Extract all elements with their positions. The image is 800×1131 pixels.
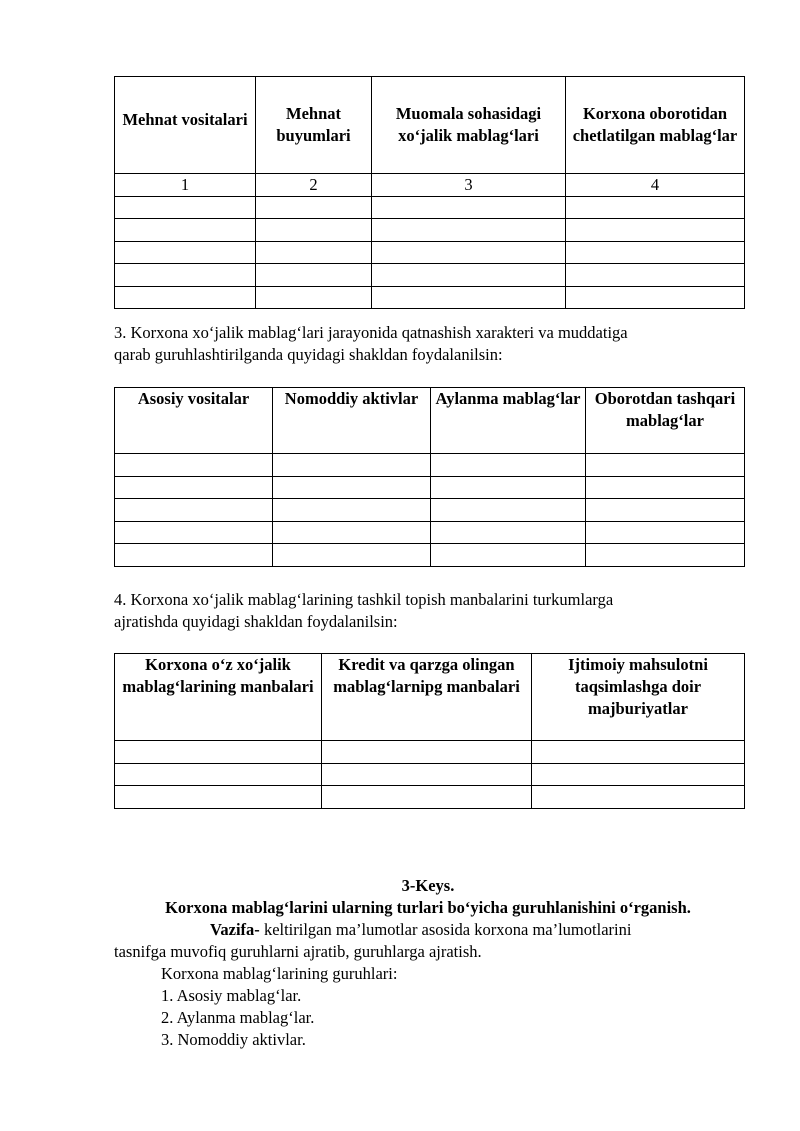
table-cell (115, 521, 273, 544)
table-cell (115, 476, 273, 499)
table-cell (115, 763, 322, 786)
table-cell (566, 219, 745, 242)
table-row (115, 544, 745, 567)
table-cell (273, 499, 431, 522)
table-cell (586, 454, 745, 477)
table-1-header-cell: Mehnat buyumlari (256, 77, 372, 174)
column-number: 3 (372, 174, 566, 197)
table-row (115, 286, 745, 309)
table-cell (273, 521, 431, 544)
task-text-line-2: tasnifga muvofiq guruhlarni ajratib, guruhlarga ajratish. (114, 942, 482, 961)
table-row (115, 264, 745, 287)
task-label: Vazifa- (210, 920, 260, 939)
table-cell (273, 544, 431, 567)
paragraph-4 (114, 589, 613, 633)
table-2-header-cell: Asosiy vositalar (115, 388, 273, 454)
table-cell (273, 476, 431, 499)
table-1 (114, 76, 745, 309)
table-cell (273, 454, 431, 477)
table-cell (115, 544, 273, 567)
table-cell (372, 286, 566, 309)
table-1-header-cell: Korxona oborotidan chetlatilgan mablag‘lar (566, 77, 745, 174)
paragraph-3-line-2: qarab guruhlashtirilganda quyidagi shakldan foydalanilsin: (114, 345, 503, 364)
table-2-header-cell: Nomoddiy aktivlar (273, 388, 431, 454)
table-cell (586, 544, 745, 567)
table-2-header-cell: Aylanma mablag‘lar (431, 388, 586, 454)
table-cell (431, 476, 586, 499)
list-item: 2. Aylanma mablag‘lar. (161, 1008, 315, 1027)
table-2-header-row (115, 388, 745, 454)
case-title: 3-Keys. (401, 876, 455, 895)
table-cell (431, 521, 586, 544)
table-2-header-cell: Oborotdan tashqari mablag‘lar (586, 388, 745, 454)
task-paragraph (114, 919, 631, 963)
table-cell (372, 196, 566, 219)
table-cell (586, 476, 745, 499)
paragraph-4-line-1: 4. Korxona xo‘jalik mablag‘larining tashkil topish manbalarini turkumlarga (114, 590, 614, 609)
table-cell (115, 499, 273, 522)
table-cell (566, 196, 745, 219)
table-cell (532, 741, 745, 764)
table-cell (256, 219, 372, 242)
column-number: 4 (566, 174, 745, 197)
list-item: 1. Asosiy mablag‘lar. (161, 986, 302, 1005)
table-cell (566, 286, 745, 309)
table-cell (115, 286, 256, 309)
table-cell (115, 196, 256, 219)
table-3-header-cell: Ijtimoiy mahsulotni taqsimlashga doir majburiyatlar (532, 654, 745, 741)
table-cell (322, 741, 532, 764)
table-cell (431, 454, 586, 477)
table-3-header-cell: Korxona o‘z xo‘jalik mablag‘larining manbalari (115, 654, 322, 741)
table-row (115, 476, 745, 499)
table-row (115, 196, 745, 219)
table-row (115, 241, 745, 264)
task-text-line-1: keltirilgan ma’lumotlar asosida korxona ma’lumotlarini (259, 920, 632, 939)
paragraph-3 (114, 322, 628, 366)
paragraph-3-line-1: 3. Korxona xo‘jalik mablag‘lari jarayonida qatnashish xarakteri va muddatiga (114, 323, 628, 342)
table-row (115, 786, 745, 809)
table-cell (115, 219, 256, 242)
table-cell (566, 264, 745, 287)
table-cell (566, 241, 745, 264)
table-cell (256, 286, 372, 309)
table-1-header-row (115, 77, 745, 174)
table-row (115, 454, 745, 477)
groups-intro: Korxona mablag‘larining guruhlari: (161, 964, 398, 983)
table-cell (372, 219, 566, 242)
table-cell (115, 786, 322, 809)
table-cell (256, 264, 372, 287)
table-1-header-cell: Muomala sohasidagi xo‘jalik mablag‘lari (372, 77, 566, 174)
table-cell (431, 499, 586, 522)
table-cell (372, 264, 566, 287)
case-subtitle: Korxona mablag‘larini ularning turlari bo‘yicha guruhlanishini o‘rganish. (165, 898, 691, 917)
table-row (115, 741, 745, 764)
column-number: 1 (115, 174, 256, 197)
table-3-header-row (115, 654, 745, 741)
table-cell (586, 521, 745, 544)
table-cell (322, 786, 532, 809)
table-cell (532, 763, 745, 786)
table-cell (115, 241, 256, 264)
table-row (115, 521, 745, 544)
table-cell (431, 544, 586, 567)
table-cell (115, 264, 256, 287)
table-cell (586, 499, 745, 522)
table-row (115, 763, 745, 786)
table-2 (114, 387, 745, 567)
table-cell (322, 763, 532, 786)
table-row (115, 219, 745, 242)
table-cell (256, 196, 372, 219)
paragraph-4-line-2: ajratishda quyidagi shakldan foydalanilsin: (114, 612, 398, 631)
list-item: 3. Nomoddiy aktivlar. (161, 1030, 306, 1049)
table-1-header-cell: Mehnat vositalari (115, 77, 256, 174)
table-cell (372, 241, 566, 264)
table-row (115, 174, 745, 197)
table-3 (114, 653, 745, 809)
table-3-header-cell: Kredit va qarzga olingan mablag‘larnipg manbalari (322, 654, 532, 741)
table-cell (532, 786, 745, 809)
table-cell (256, 241, 372, 264)
column-number: 2 (256, 174, 372, 197)
table-cell (115, 741, 322, 764)
table-cell (115, 454, 273, 477)
table-row (115, 499, 745, 522)
